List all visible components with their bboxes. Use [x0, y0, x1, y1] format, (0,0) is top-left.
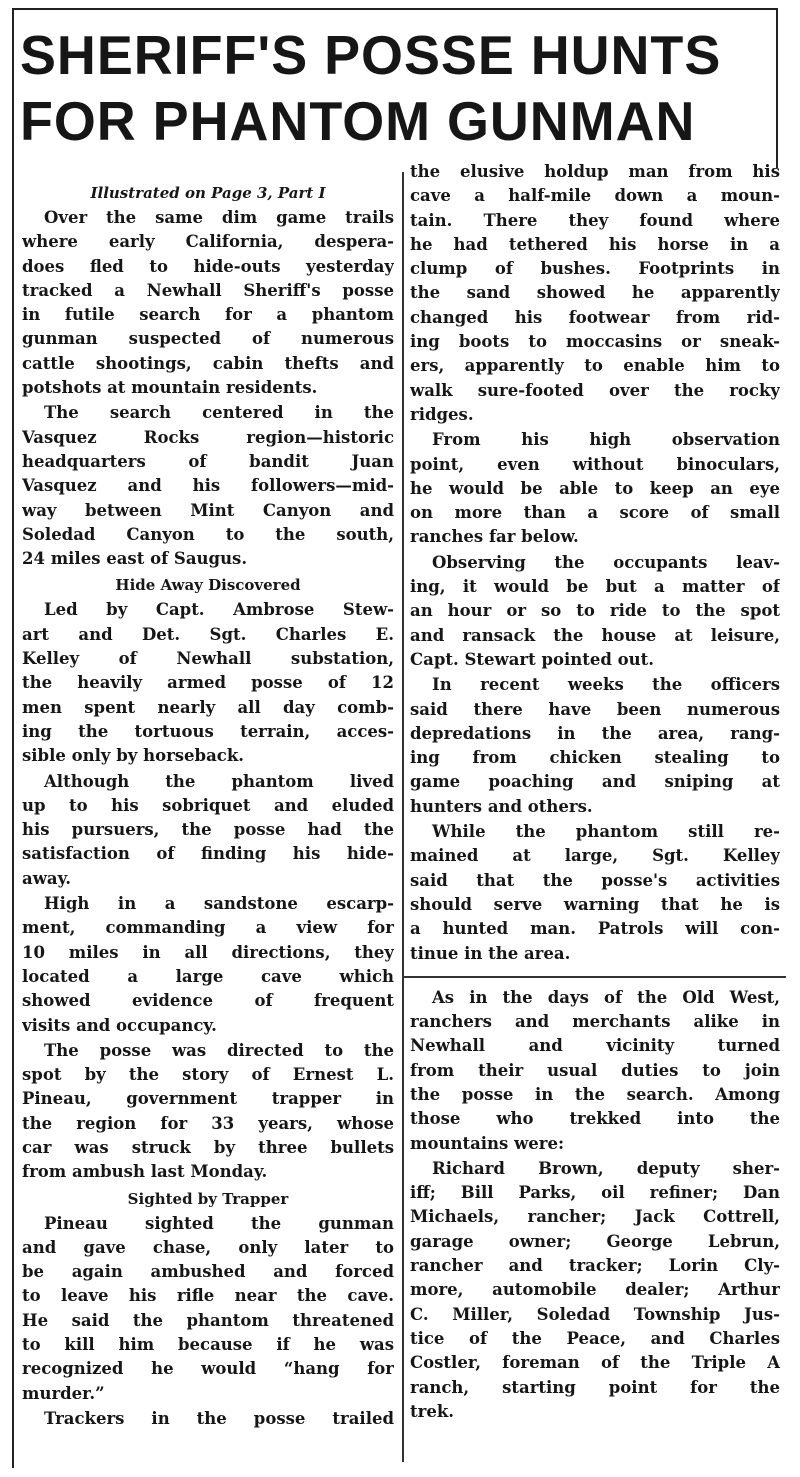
text-line: rancher and tracker; Lorin Cly-: [410, 1256, 780, 1276]
text-line: gunman suspected of numerous: [22, 329, 394, 349]
text-line: 24 miles east of Saugus.: [22, 549, 248, 569]
text-line: the elusive holdup man from his: [410, 162, 780, 181]
text-line: more, automobile dealer; Arthur: [410, 1280, 780, 1300]
paragraph: [410, 160, 780, 427]
text-line: way between Mint Canyon and: [22, 500, 394, 520]
text-line: While the phantom still re-: [432, 822, 780, 842]
paragraph: [410, 820, 780, 966]
text-line: tracked a Newhall Sheriff's posse: [22, 280, 394, 300]
text-line: should serve warning that he is: [410, 894, 780, 914]
text-line: game poaching and sniping at: [410, 772, 780, 792]
text-line: Newhall and vicinity turned: [410, 1036, 780, 1056]
text-line: hunters and others.: [410, 796, 593, 816]
text-line: Although the phantom lived: [44, 771, 394, 791]
text-line: tinue in the area.: [410, 943, 571, 963]
text-line: ranches far below.: [410, 527, 579, 547]
text-line: Soledad Canyon to the south,: [22, 524, 394, 544]
text-line: 10 miles in all directions, they: [22, 942, 394, 962]
text-line: he would be able to keep an eye: [410, 478, 780, 498]
text-line: point, even without binoculars,: [410, 454, 780, 474]
text-line: changed his footwear from rid-: [410, 307, 780, 327]
paragraph: [410, 986, 780, 1156]
paragraph: [410, 551, 780, 672]
text-line: and ransack the house at leisure,: [410, 625, 780, 645]
text-line: an hour or so to ride to the spot: [410, 601, 780, 621]
clipping-border-top: [12, 8, 777, 10]
headline-line-2: FOR PHANTOM GUNMAN: [20, 90, 696, 152]
text-line: ers, apparently to enable him to: [410, 356, 780, 376]
text-line: on more than a score of small: [410, 503, 780, 523]
text-line: satisfaction of finding his hide-: [22, 844, 394, 864]
text-line: Observing the occupants leav-: [432, 552, 780, 572]
text-line: a hunted man. Patrols will con-: [410, 919, 780, 939]
text-line: he had tethered his horse in a: [410, 234, 780, 254]
text-line: The posse was directed to the: [44, 1040, 394, 1060]
text-line: the region for 33 years, whose: [22, 1113, 394, 1133]
text-line: ranch, starting point for the: [410, 1377, 780, 1397]
text-line: As in the days of the Old West,: [432, 987, 780, 1007]
paragraph: [22, 1212, 394, 1406]
text-line: mained at large, Sgt. Kelley: [410, 846, 780, 866]
text-line: be again ambushed and forced: [22, 1262, 394, 1282]
text-line: away.: [22, 868, 72, 888]
text-line: visits and occupancy.: [22, 1015, 217, 1035]
text-line: Trackers in the posse trailed: [44, 1408, 394, 1428]
text-line: the sand showed he apparently: [410, 283, 780, 303]
headline-line-1: SHERIFF'S POSSE HUNTS: [20, 24, 722, 86]
text-line: the posse in the search. Among: [410, 1084, 780, 1104]
subheading-text: Hide Away Discovered: [115, 576, 301, 595]
text-line: Richard Brown, deputy sher-: [432, 1158, 780, 1178]
text-line: headquarters of bandit Juan: [22, 451, 394, 471]
text-line: art and Det. Sgt. Charles E.: [22, 624, 394, 644]
text-line: car was struck by three bullets: [22, 1137, 394, 1157]
text-line: to kill him because if he was: [22, 1335, 394, 1355]
column-divider: [402, 172, 404, 1462]
text-line: spot by the story of Ernest L.: [22, 1065, 394, 1085]
text-line: mountains were:: [410, 1133, 565, 1153]
subheading-text: Illustrated on Page 3, Part I: [90, 184, 326, 202]
text-line: ing boots to moccasins or sneak-: [410, 332, 780, 352]
subheading: [22, 180, 394, 206]
text-line: tice of the Peace, and Charles: [410, 1328, 780, 1348]
text-line: Vasquez Rocks region—historic: [22, 427, 394, 447]
text-line: Kelley of Newhall substation,: [22, 649, 394, 669]
text-line: C. Miller, Soledad Township Jus-: [410, 1304, 780, 1324]
text-line: from ambush last Monday.: [22, 1162, 268, 1182]
paragraph: [22, 892, 394, 1038]
text-line: From his high observation: [432, 430, 780, 450]
subheading: [22, 1186, 394, 1212]
text-line: Over the same dim game trails: [44, 208, 394, 227]
text-line: ment, commanding a view for: [22, 918, 394, 938]
paragraph: [410, 1157, 780, 1424]
text-line: located a large cave which: [22, 966, 394, 986]
paragraph: [410, 428, 780, 549]
text-line: trek.: [410, 1401, 454, 1421]
text-line: cattle shootings, cabin thefts and: [22, 353, 394, 373]
paragraph: [22, 206, 394, 400]
text-line: to leave his rifle near the cave.: [22, 1286, 394, 1306]
text-line: Led by Capt. Ambrose Stew-: [44, 600, 394, 620]
text-line: murder.”: [22, 1383, 105, 1403]
paragraph: [22, 1039, 394, 1185]
text-line: from their usual duties to join: [410, 1060, 780, 1080]
text-line: in futile search for a phantom: [22, 305, 394, 325]
text-line: garage owner; George Lebrun,: [410, 1231, 780, 1251]
text-line: Michaels, rancher; Jack Cottrell,: [410, 1207, 780, 1227]
text-line: said there have been numerous: [410, 699, 780, 719]
text-line: said that the posse's activities: [410, 870, 780, 890]
paragraph: [22, 1407, 394, 1431]
subheading: [22, 572, 394, 598]
section-divider: [404, 976, 786, 978]
text-line: his pursuers, the posse had the: [22, 820, 394, 840]
text-line: where early California, despera-: [22, 232, 394, 252]
text-line: Capt. Stewart pointed out.: [410, 649, 655, 669]
text-line: ranchers and merchants alike in: [410, 1012, 780, 1032]
text-line: recognized he would “hang for: [22, 1359, 394, 1379]
text-line: Pineau, government trapper in: [22, 1089, 394, 1109]
text-line: cave a half-mile down a moun-: [410, 186, 780, 206]
text-line: ing from chicken stealing to: [410, 748, 780, 768]
text-line: iff; Bill Parks, oil refiner; Dan: [410, 1183, 780, 1203]
text-line: walk sure-footed over the rocky: [410, 380, 780, 400]
paragraph: [410, 673, 780, 819]
text-line: ing, it would be but a matter of: [410, 577, 780, 597]
subheading-text: Sighted by Trapper: [127, 1189, 289, 1208]
text-line: depredations in the area, rang-: [410, 723, 780, 743]
article-column-left: [22, 180, 394, 1432]
text-line: and gave chase, only later to: [22, 1237, 394, 1257]
text-line: tain. There they found where: [410, 210, 780, 230]
article-column-right: [410, 160, 780, 1425]
headline: [20, 22, 765, 154]
text-line: the heavily armed posse of 12: [22, 673, 394, 693]
text-line: Pineau sighted the gunman: [44, 1213, 394, 1233]
text-line: those who trekked into the: [410, 1109, 780, 1129]
text-line: clump of bushes. Footprints in: [410, 259, 780, 279]
text-line: The search centered in the: [44, 403, 394, 423]
text-line: men spent nearly all day comb-: [22, 697, 394, 717]
paragraph: [22, 770, 394, 891]
text-line: showed evidence of frequent: [22, 991, 394, 1011]
text-line: Costler, foreman of the Triple A: [410, 1353, 780, 1373]
clipping-border-left: [12, 8, 14, 1468]
paragraph: [22, 598, 394, 768]
text-line: In recent weeks the officers: [432, 675, 780, 695]
text-line: sible only by horseback.: [22, 746, 245, 766]
clipping-border-right: [776, 8, 778, 168]
text-line: ridges.: [410, 404, 474, 424]
text-line: ing the tortuous terrain, acces-: [22, 721, 394, 741]
text-line: He said the phantom threatened: [22, 1310, 394, 1330]
paragraph: [22, 401, 394, 571]
text-line: up to his sobriquet and eluded: [22, 795, 394, 815]
text-line: High in a sandstone escarp-: [44, 894, 394, 914]
text-line: does fled to hide-outs yesterday: [22, 256, 394, 276]
text-line: potshots at mountain residents.: [22, 378, 318, 398]
text-line: Vasquez and his followers—mid-: [22, 476, 394, 496]
